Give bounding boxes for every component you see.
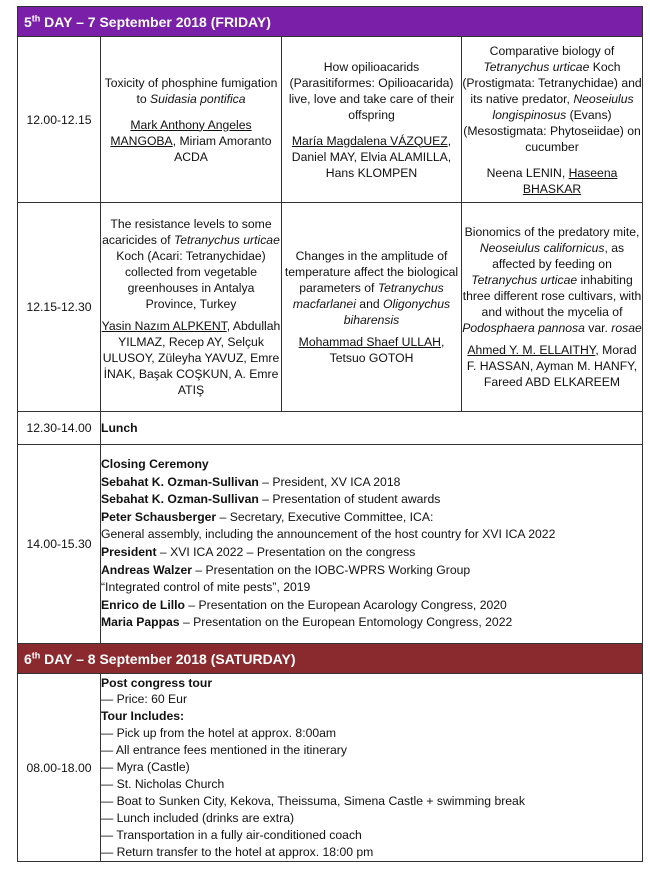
slot2-talk2: Changes in the amplitude of temperature affect the biological parameters of Tetranychus macfarlanei and Oligonychus biharensis Mohammad Shaef ULLAH, Tetsuo GOTOH (282, 203, 462, 412)
tour-item: — Myra (Castle) (101, 760, 190, 775)
closing-item: Maria Pappas – Presentation on the European Entomology Congress, 2022 (101, 615, 513, 630)
closing-item: Sebahat K. Ozman-Sullivan – Presentation of student awards (101, 492, 441, 507)
tour-item: — St. Nicholas Church (101, 776, 225, 791)
tour-title: Post congress tour (101, 675, 213, 690)
slot1-time: 12.00-12.15 (18, 37, 101, 203)
lunch-time: 12.30-14.00 (18, 412, 101, 445)
tour-row (18, 674, 643, 862)
tour-item: — Transportation in a fully air-conditioned coach (101, 827, 362, 842)
closing-item: Enrico de Lillo – Presentation on the European Acarology Congress, 2020 (101, 597, 507, 612)
tour-item: — Lunch included (drinks are extra) (101, 810, 295, 825)
closing-item: President – XVI ICA 2022 – Presentation on the congress (101, 545, 416, 559)
slot1-row (18, 37, 643, 203)
tour-item: — Pick up from the hotel at approx. 8:00am (101, 726, 337, 741)
tour-includes-title: Tour Includes: (101, 709, 185, 724)
closing-item: General assembly, including the announcement of the host country for XVI ICA 2022 (101, 527, 556, 542)
tour-item: — Return transfer to the hotel at approx. 18:00 pm (101, 844, 374, 859)
slot1-talk1: Toxicity of phosphine fumigation to Suidasia pontifica Mark Anthony Angeles MANGOBA, Miriam Amoranto ACDA (101, 37, 282, 203)
slot2-time: 12.15-12.30 (18, 203, 101, 412)
closing-item: Peter Schausberger – Secretary, Executive Committee, ICA: (101, 509, 434, 524)
closing-item: “Integrated control of mite pests”, 2019 (101, 580, 311, 595)
lunch-row (18, 412, 643, 445)
day6-header-cell: 6th DAY – 8 September 2018 (SATURDAY) (18, 644, 643, 674)
slot2-row (18, 203, 643, 412)
slot2-talk3: Bionomics of the predatory mite, Neoseiulus californicus, as affected by feeding on Tetranychus urticae inhabiting three different rose cultivars, with and without the mycelia of Podosphaera pannosa var. rosae Ahmed Y. M. ELLAITHY, Morad F. HASSAN, Ayman M. HANFY, Fareed ABD ELKAREEM (462, 203, 643, 412)
slot1-talk3: Comparative biology of Tetranychus urticae Koch (Prostigmata: Tetranychidae) and its native predator, Neoseiulus longispinosus (Evans) (Mesostigmata: Phytoseiidae) on cucumber Neena LENIN, Haseena BHASKAR (462, 37, 643, 203)
day6-header (18, 644, 643, 674)
day5-header (18, 7, 643, 37)
slot1-talk2: How opilioacarids (Parasitiformes: Opilioacarida) live, love and take care of their offspring María Magdalena VÁZQUEZ, Daniel MAY, Elvia ALAMILLA, Hans KLOMPEN (282, 37, 462, 203)
closing-row (18, 445, 643, 644)
closing-time: 14.00-15.30 (18, 445, 101, 644)
tour-time: 08.00-18.00 (18, 674, 101, 862)
closing-details (101, 445, 643, 644)
day5-header-cell: 5th DAY – 7 September 2018 (FRIDAY) (18, 7, 643, 37)
tour-price: — Price: 60 Eur (101, 692, 188, 707)
closing-item: Sebahat K. Ozman-Sullivan – President, XV ICA 2018 (101, 474, 401, 489)
lunch-label: Lunch (101, 412, 643, 445)
closing-title: Closing Ceremony (101, 457, 209, 472)
tour-item: — Boat to Sunken City, Kekova, Theissuma, Simena Castle + swimming break (101, 793, 525, 808)
slot2-talk1: The resistance levels to some acaricides of Tetranychus urticae Koch (Acari: Tetranychidae) collected from vegetable greenhouses in Antalya Province, Turkey Yasin Nazım ALPKENT, Abdullah YILMAZ, Recep AY, Selçuk ULUSOY, Züleyha YAVUZ, Emre İNAK, Başak COŞKUN, A. Emre ATIŞ (101, 203, 282, 412)
tour-item: — All entrance fees mentioned in the itinerary (101, 743, 347, 758)
closing-item: Andreas Walzer – Presentation on the IOBC-WPRS Working Group (101, 562, 471, 577)
schedule-table (17, 6, 643, 862)
tour-details (101, 674, 643, 862)
